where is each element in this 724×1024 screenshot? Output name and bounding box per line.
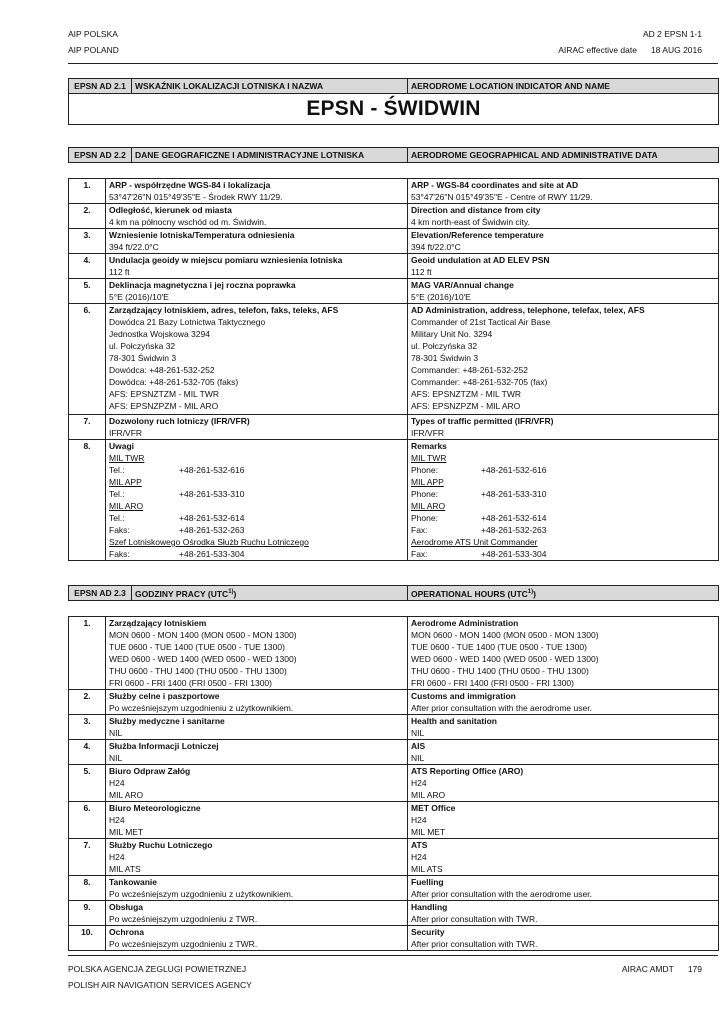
header-effective-label: AIRAC effective date <box>558 45 637 55</box>
row-value-en: After prior consultation with TWR. <box>411 914 538 924</box>
row-heading-pl: Służby medyczne i sanitarne <box>109 716 225 726</box>
row-value-en: After prior consultation with the aerodrome user. <box>411 889 592 899</box>
row-en <box>408 229 719 254</box>
hours-line: MON 0600 - MON 1400 (MON 0500 - MON 1300) <box>411 630 599 640</box>
remark-number: +48-261-533-304 <box>481 549 547 559</box>
row-heading-pl: Odległość, kierunek od miasta <box>109 205 232 215</box>
hours-line: FRI 0600 - FRI 1400 (FRI 0500 - FRI 1300) <box>109 678 272 688</box>
row-pl <box>106 839 408 876</box>
remark-label: Faks: <box>109 549 130 559</box>
remark-label: Faks: <box>109 525 130 535</box>
section-ad-2-2-header <box>68 147 719 163</box>
row-en <box>408 690 719 715</box>
row-value-pl: Po wcześniejszym uzgodnieniu z użytkownikiem. <box>109 703 294 713</box>
row-value-en: MIL ATS <box>411 864 443 874</box>
row-value-pl: MIL ARO <box>109 790 144 800</box>
remark-contact <box>109 512 404 524</box>
row-heading-en: Health and sanitation <box>411 716 497 726</box>
row-number: 8. <box>69 876 106 901</box>
row-heading-en: MET Office <box>411 803 456 813</box>
row-value-pl: NIL <box>109 728 123 738</box>
hours-line: TUE 0600 - TUE 1400 (TUE 0500 - TUE 1300) <box>109 642 285 652</box>
admin-line: ul. Połczyńska 32 <box>109 341 176 351</box>
row-heading-en: ATS Reporting Office (ARO) <box>411 766 524 776</box>
remark-label: Fax: <box>411 525 428 535</box>
row-value-pl: 53°47'26"N 015°49'35"E - Środek RWY 11/29. <box>109 192 283 202</box>
row-number: 7. <box>69 839 106 876</box>
section-title-pl: WSKAŹNIK LOKALIZACJI LOTNISKA I NAZWA <box>132 79 408 94</box>
row-pl <box>106 876 408 901</box>
row-heading-pl: Obsługa <box>109 902 144 912</box>
row-number: 2. <box>69 690 106 715</box>
section-title-pl: DANE GEOGRAFICZNE I ADMINISTRACYJNE LOTNISKA <box>132 148 408 163</box>
remark-unit: Szef Lotniskowego Ośrodka Służb Ruchu Lotniczego <box>109 537 309 547</box>
footer-amdt-number: 179 <box>687 964 702 974</box>
remark-label: Tel.: <box>109 513 125 523</box>
hours-line: TUE 0600 - TUE 1400 (TUE 0500 - TUE 1300) <box>411 642 587 652</box>
row-number: 2. <box>69 204 106 229</box>
row-heading-pl: Biuro Odpraw Załóg <box>109 766 191 776</box>
hours-line: WED 0600 - WED 1400 (WED 0500 - WED 1300) <box>411 654 599 664</box>
row-en <box>408 254 719 279</box>
table-row <box>69 802 719 839</box>
header-page-ref: AD 2 EPSN 1-1 <box>642 29 702 39</box>
remark-contact <box>109 488 404 500</box>
row-en <box>408 715 719 740</box>
table-row <box>69 204 719 229</box>
row-en <box>408 279 719 304</box>
section-title-en: AERODROME LOCATION INDICATOR AND NAME <box>408 79 719 94</box>
remark-number: +48-261-533-304 <box>179 549 245 559</box>
row-number: 1. <box>69 179 106 204</box>
row-heading-pl: Służba Informacji Lotniczej <box>109 741 219 751</box>
section-title-en-text: OPERATIONAL HOURS (UTC <box>411 588 528 599</box>
table-row <box>69 304 719 415</box>
section-ad-2-1 <box>68 78 719 125</box>
section-title-en-end: ) <box>533 588 536 599</box>
row-value-en: H24 <box>411 852 427 862</box>
footnote-mark: 1) <box>228 589 234 596</box>
page-footer-right <box>608 961 702 977</box>
admin-line: Dowódca: +48-261-532-705 (faks) <box>109 377 239 387</box>
table-row <box>69 179 719 204</box>
remarks-pl <box>106 440 408 561</box>
table-row <box>69 254 719 279</box>
row-value-en: 5°E (2016)/10'E <box>411 292 471 302</box>
table-row <box>69 765 719 802</box>
remarks-en <box>408 440 719 561</box>
row-value-en: NIL <box>411 753 425 763</box>
row-value-pl: NIL <box>109 753 123 763</box>
remark-contact <box>109 464 404 476</box>
row-number: 8. <box>69 440 106 561</box>
row-pl <box>106 279 408 304</box>
remark-number: +48-261-533-310 <box>179 489 245 499</box>
footer-agency-en: POLISH AIR NAVIGATION SERVICES AGENCY <box>68 980 252 990</box>
admin-line: Jednostka Wojskowa 3294 <box>109 329 210 339</box>
admin-line: Commander: +48-261-532-705 (fax) <box>411 377 548 387</box>
row-value-pl: IFR/VFR <box>109 428 143 438</box>
row-heading-pl: Dozwolony ruch lotniczy (IFR/VFR) <box>109 416 250 426</box>
row-value-pl: 4 km na północny wschód od m. Świdwin. <box>109 217 267 227</box>
row-value-pl: H24 <box>109 852 125 862</box>
row-en <box>408 926 719 951</box>
row-heading-en: Types of traffic permitted (IFR/VFR) <box>411 416 554 426</box>
section-title-pl-text: GODZINY PRACY (UTC <box>135 588 229 599</box>
row-value-en: 53°47'26"N 015°49'35"E - Centre of RWY 11/29. <box>411 192 593 202</box>
row-heading-en: Security <box>411 927 445 937</box>
row-value-pl: Po wcześniejszym uzgodnieniu z TWR. <box>109 939 258 949</box>
row-heading-pl: Uwagi <box>109 441 135 451</box>
row-heading-pl: Undulacja geoidy w miejscu pomiaru wzniesienia lotniska <box>109 255 343 265</box>
footnote-mark: 1) <box>527 589 534 596</box>
admin-line: ul. Połczyńska 32 <box>411 341 478 351</box>
row-number: 9. <box>69 901 106 926</box>
row-pl <box>106 715 408 740</box>
hours-line: FRI 0600 - FRI 1400 (FRI 0500 - FRI 1300) <box>411 678 574 688</box>
remark-contact <box>411 488 715 500</box>
admin-line: AFS: EPSNZTZM - MIL TWR <box>109 389 220 399</box>
header-effective-date: 18 AUG 2016 <box>650 45 702 55</box>
hours-line: WED 0600 - WED 1400 (WED 0500 - WED 1300) <box>109 654 297 664</box>
section-code: EPSN AD 2.3 <box>69 586 132 601</box>
row-pl <box>106 229 408 254</box>
row-heading-en: ATS <box>411 840 428 850</box>
row-en <box>408 179 719 204</box>
table-row <box>69 715 719 740</box>
table-row <box>69 740 719 765</box>
row-pl <box>106 901 408 926</box>
section-code: EPSN AD 2.2 <box>69 148 132 163</box>
row-value-en: H24 <box>411 778 427 788</box>
row-en <box>408 415 719 440</box>
remark-label: Fax: <box>411 549 428 559</box>
admin-line: Commander of 21st Tactical Air Base <box>411 317 551 327</box>
hours-line: THU 0600 - THU 1400 (THU 0500 - THU 1300) <box>109 666 287 676</box>
table-row <box>69 440 719 561</box>
row-heading-en: Remarks <box>411 441 447 451</box>
remark-number: +48-261-532-614 <box>481 513 547 523</box>
row-heading-en: ARP - WGS-84 coordinates and site at AD <box>411 180 579 190</box>
table-row <box>69 690 719 715</box>
remark-number: +48-261-532-263 <box>481 525 547 535</box>
row-value-en: 112 ft <box>411 267 432 277</box>
row-pl <box>106 690 408 715</box>
remark-label: Tel.: <box>109 465 125 475</box>
row-en <box>408 204 719 229</box>
row-pl <box>106 617 408 690</box>
row-pl <box>106 802 408 839</box>
row-number: 5. <box>69 279 106 304</box>
row-heading-pl: Tankowanie <box>109 877 158 887</box>
row-en <box>408 765 719 802</box>
section-code: EPSN AD 2.1 <box>69 79 132 94</box>
remark-label: Phone: <box>411 489 438 499</box>
row-heading-en: Customs and immigration <box>411 691 516 701</box>
row-heading-en: Aerodrome Administration <box>411 618 519 628</box>
remark-unit: MIL APP <box>411 477 444 487</box>
row-value-pl: 5°E (2016)/10'E <box>109 292 169 302</box>
remark-contact <box>109 548 404 560</box>
page-header-left <box>68 26 119 58</box>
row-heading-pl: Służby celne i paszportowe <box>109 691 220 701</box>
remark-number: +48-261-532-263 <box>179 525 245 535</box>
table-row <box>69 926 719 951</box>
section-ad-2-2-table <box>68 178 719 561</box>
row-value-pl: Po wcześniejszym uzgodnieniu z użytkownikiem. <box>109 889 294 899</box>
row-heading-pl: Ochrona <box>109 927 144 937</box>
table-row <box>69 279 719 304</box>
row-number: 4. <box>69 740 106 765</box>
row-en <box>408 802 719 839</box>
admin-line: 78-301 Świdwin 3 <box>411 353 479 363</box>
row-value-en: After prior consultation with TWR. <box>411 939 538 949</box>
row-en <box>408 839 719 876</box>
row-number: 3. <box>69 715 106 740</box>
hours-line: THU 0600 - THU 1400 (THU 0500 - THU 1300) <box>411 666 589 676</box>
row-heading-pl: Zarządzający lotniskiem, adres, telefon, faks, teleks, AFS <box>109 305 339 315</box>
admin-line: 78-301 Świdwin 3 <box>109 353 177 363</box>
row-value-en: H24 <box>411 815 427 825</box>
admin-line: AFS: EPSNZTZM - MIL TWR <box>411 389 522 399</box>
row-en <box>408 740 719 765</box>
header-aip-polska: AIP POLSKA <box>68 29 118 39</box>
row-number: 7. <box>69 415 106 440</box>
table-row <box>69 839 719 876</box>
row-value-en: MIL ARO <box>411 790 446 800</box>
header-rule <box>68 63 718 64</box>
admin-line: AFS: EPSNZPZM - MIL ARO <box>109 401 219 411</box>
header-aip-poland: AIP POLAND <box>68 45 119 55</box>
row-value-pl: 394 ft/22.0°C <box>109 242 159 252</box>
row-heading-en: Fuelling <box>411 877 444 887</box>
table-row <box>69 901 719 926</box>
footer-agency-pl: POLSKA AGENCJA ŻEGLUGI POWIETRZNEJ <box>68 964 247 974</box>
row-number: 6. <box>69 304 106 415</box>
remark-contact <box>411 512 715 524</box>
row-value-pl: 112 ft <box>109 267 130 277</box>
row-heading-en: Handling <box>411 902 448 912</box>
remark-unit: MIL ARO <box>411 501 446 511</box>
remark-unit: MIL ARO <box>109 501 144 511</box>
row-value-pl: H24 <box>109 815 125 825</box>
row-pl <box>106 415 408 440</box>
remark-label: Tel.: <box>109 489 125 499</box>
page-footer-left <box>68 961 252 993</box>
admin-line: Dowódca: +48-261-532-252 <box>109 365 215 375</box>
admin-line: Military Unit No. 3294 <box>411 329 493 339</box>
section-title-pl-end: ) <box>233 588 237 599</box>
footer-amdt-label: AIRAC AMDT <box>621 964 674 974</box>
row-pl <box>106 204 408 229</box>
row-value-pl: MIL MET <box>109 827 144 837</box>
section-title-en <box>408 586 719 601</box>
section-title-pl <box>132 586 408 601</box>
section-ad-2-3-table <box>68 616 719 951</box>
row-value-pl: H24 <box>109 778 125 788</box>
remark-unit: MIL TWR <box>109 453 145 463</box>
row-value-en: After prior consultation with the aerodrome user. <box>411 703 592 713</box>
row-number: 6. <box>69 802 106 839</box>
row-heading-en: MAG VAR/Annual change <box>411 280 514 290</box>
row-number: 5. <box>69 765 106 802</box>
row-pl <box>106 765 408 802</box>
section-ad-2-3-header <box>68 585 719 601</box>
row-value-pl: MIL ATS <box>109 864 141 874</box>
remark-number: +48-261-533-310 <box>481 489 547 499</box>
remark-contact <box>411 524 715 536</box>
remark-number: +48-261-532-616 <box>179 465 245 475</box>
row-value-en: IFR/VFR <box>411 428 445 438</box>
row-en <box>408 304 719 415</box>
remark-unit: Aerodrome ATS Unit Commander <box>411 537 538 547</box>
admin-line: Commander: +48-261-532-252 <box>411 365 528 375</box>
row-pl <box>106 179 408 204</box>
section-title-en: AERODROME GEOGRAPHICAL AND ADMINISTRATIVE DATA <box>408 148 719 163</box>
hours-line: MON 0600 - MON 1400 (MON 0500 - MON 1300) <box>109 630 297 640</box>
aerodrome-title: EPSN - ŚWIDWIN <box>69 94 719 125</box>
row-number: 10. <box>69 926 106 951</box>
remark-number: +48-261-532-614 <box>179 513 245 523</box>
row-en <box>408 876 719 901</box>
page-header-right <box>558 26 702 58</box>
row-pl <box>106 254 408 279</box>
table-row <box>69 876 719 901</box>
row-pl <box>106 304 408 415</box>
row-value-en: 4 km north-east of Świdwin city. <box>411 217 530 227</box>
row-heading-pl: Służby Ruchu Lotniczego <box>109 840 213 850</box>
row-value-en: MIL MET <box>411 827 446 837</box>
remark-label: Phone: <box>411 513 438 523</box>
row-value-en: 394 ft/22.0°C <box>411 242 461 252</box>
row-en <box>408 617 719 690</box>
remark-contact <box>109 524 404 536</box>
row-heading-en: AIS <box>411 741 426 751</box>
row-heading-en: AD Administration, address, telephone, telefax, telex, AFS <box>411 305 645 315</box>
remark-unit: MIL TWR <box>411 453 447 463</box>
remark-contact <box>411 548 715 560</box>
row-en <box>408 901 719 926</box>
table-row <box>69 617 719 690</box>
row-value-pl: Po wcześniejszym uzgodnieniu z TWR. <box>109 914 258 924</box>
footer-rule <box>68 955 718 956</box>
admin-line: Dowódca 21 Bazy Lotnictwa Taktycznego <box>109 317 266 327</box>
row-heading-en: Elevation/Reference temperature <box>411 230 544 240</box>
remark-unit: MIL APP <box>109 477 142 487</box>
header-effective <box>558 42 702 58</box>
row-heading-en: Geoid undulation at AD ELEV PSN <box>411 255 550 265</box>
row-number: 4. <box>69 254 106 279</box>
row-heading-pl: Deklinacja magnetyczna i jej roczna poprawka <box>109 280 296 290</box>
remark-label: Phone: <box>411 465 438 475</box>
table-row <box>69 229 719 254</box>
remark-number: +48-261-532-616 <box>481 465 547 475</box>
table-row <box>69 415 719 440</box>
row-heading-pl: ARP - współrzędne WGS-84 i lokalizacja <box>109 180 271 190</box>
row-pl <box>106 926 408 951</box>
row-heading-pl: Wzniesienie lotniska/Temperatura odniesienia <box>109 230 295 240</box>
row-pl <box>106 740 408 765</box>
row-value-en: NIL <box>411 728 425 738</box>
row-heading-pl: Biuro Meteorologiczne <box>109 803 201 813</box>
row-number: 3. <box>69 229 106 254</box>
row-number: 1. <box>69 617 106 690</box>
remark-contact <box>411 464 715 476</box>
admin-line: AFS: EPSNZPZM - MIL ARO <box>411 401 521 411</box>
row-heading-en: Direction and distance from city <box>411 205 541 215</box>
row-heading-pl: Zarządzający lotniskiem <box>109 618 207 628</box>
